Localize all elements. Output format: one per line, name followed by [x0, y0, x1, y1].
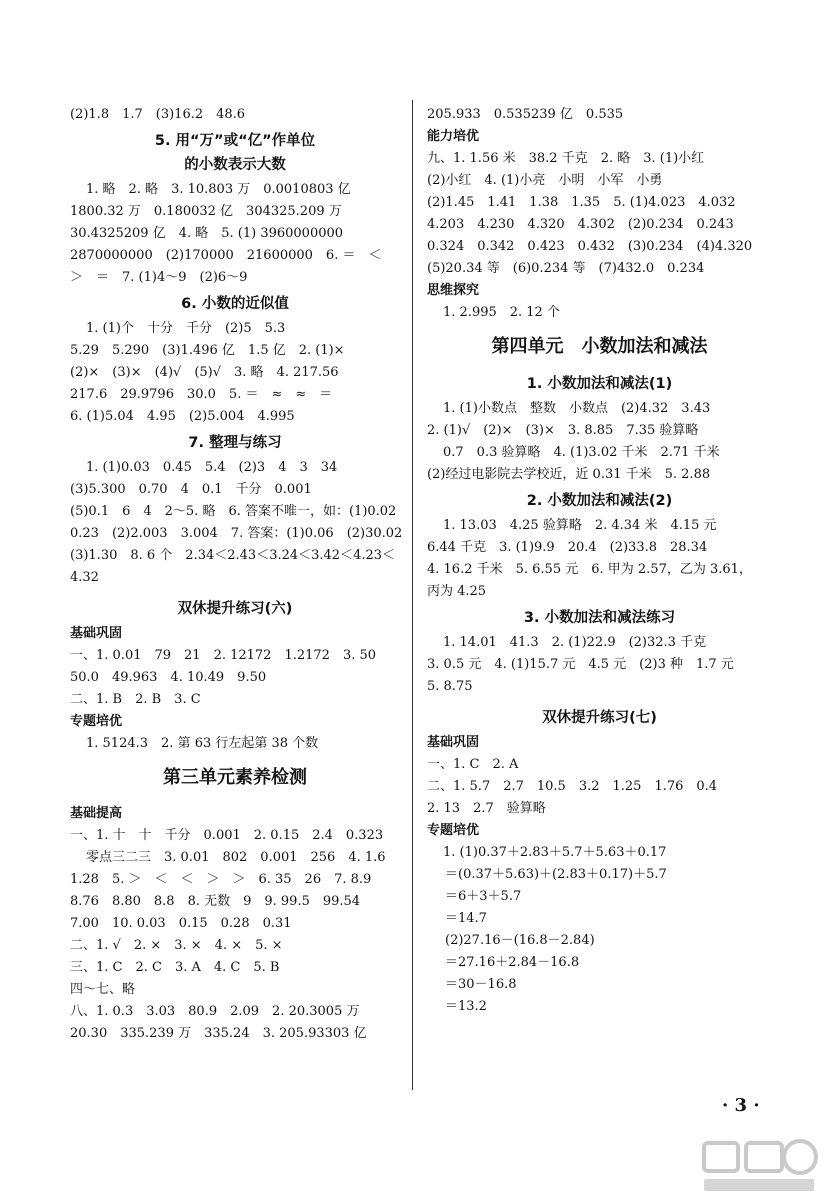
answer-line: ＝30－16.8: [445, 977, 517, 992]
answer-line: 八、1. 0.3 3.03 80.9 2.09 2. 20.3005 万: [70, 1004, 360, 1019]
watermark-logo: [700, 1135, 820, 1195]
subsection-label: 能力培优: [427, 129, 480, 144]
answer-line: ＝13.2: [445, 999, 487, 1014]
subsection-label: 思维探究: [427, 283, 480, 298]
answer-line: 50.0 49.963 4. 10.49 9.50: [70, 670, 267, 685]
section-heading: 双休提升练习(七): [542, 710, 657, 726]
answer-line: 0.7 0.3 验算略 4. (1)3.02 千米 2.71 千米: [443, 445, 720, 460]
answer-line: 1. (1)0.37＋2.83＋5.7＋5.63＋0.17: [443, 845, 667, 860]
answer-line: 4.32: [70, 570, 99, 585]
section-heading: 2. 小数加法和减法(2): [526, 493, 673, 509]
answer-line: 三、1. C 2. C 3. A 4. C 5. B: [70, 960, 280, 975]
answer-line: 5.29 5.290 (3)1.496 亿 1.5 亿 2. (1)×: [70, 343, 345, 358]
answer-line: 一、1. C 2. A: [427, 757, 519, 772]
section-heading: 5. 用“万”或“亿”作单位: [154, 133, 316, 149]
answer-line: (3)5.300 0.70 4 0.1 千分 0.001: [70, 482, 312, 497]
section-heading: 6. 小数的近似值: [181, 296, 289, 312]
subsection-label: 基础提高: [70, 806, 123, 821]
answer-line: (2)× (3)× (4)√ (5)√ 3. 略 4. 217.56: [70, 365, 339, 380]
answer-line: 2. (1)√ (2)× (3)× 3. 8.85 7.35 验算略: [427, 423, 699, 438]
right-column: [427, 104, 772, 1018]
answer-line: (3)1.30 8. 6 个 2.34＜2.43＜3.24＜3.42＜4.23＜: [70, 548, 396, 563]
answer-line: ＝6＋3＋5.7: [445, 889, 522, 904]
answer-line: 二、1. 5.7 2.7 10.5 3.2 1.25 1.76 0.4: [427, 779, 718, 794]
answer-line: 一、1. 0.01 79 21 2. 12172 1.2172 3. 50: [70, 648, 377, 663]
page-number: · 3 ·: [722, 1095, 760, 1116]
answer-line: 丙为 4.25: [427, 584, 487, 599]
answer-line: 1.28 5. ＞ ＜ ＜ ＞ ＞ 6. 35 26 7. 8.9: [70, 872, 372, 887]
answer-line: ＞ ＝ 7. (1)4～9 (2)6～9: [70, 270, 248, 285]
answer-line: (2)经过电影院去学校近，近 0.31 千米 5. 2.88: [427, 467, 711, 482]
answer-line: 6.44 千克 3. (1)9.9 20.4 (2)33.8 28.34: [427, 540, 708, 555]
answer-line: (2)1.8 1.7 (3)16.2 48.6: [70, 107, 246, 122]
answer-line: (5)20.34 等 (6)0.234 等 (7)432.0 0.234: [427, 261, 705, 276]
answer-line: 1. (1)个 十分 千分 (2)5 5.3: [86, 321, 286, 336]
answer-line: 1. (1)小数点 整数 小数点 (2)4.32 3.43: [443, 401, 711, 416]
answer-line: 6. (1)5.04 4.95 (2)5.004 4.995: [70, 409, 295, 424]
answer-line: ＝(0.37＋5.63)＋(2.83＋0.17)＋5.7: [445, 867, 667, 882]
answer-line: 九、1. 1.56 米 38.2 千克 2. 略 3. (1)小红: [427, 151, 705, 166]
answer-line: 1. 2.995 2. 12 个: [443, 305, 560, 320]
answer-line: 一、1. 十 十 千分 0.001 2. 0.15 2.4 0.323: [70, 828, 384, 843]
answer-line: 5. 8.75: [427, 679, 473, 694]
answer-line: 四～七、略: [70, 982, 136, 997]
answer-line: 205.933 0.535239 亿 0.535: [427, 107, 624, 122]
answer-line: 1. 14.01 41.3 2. (1)22.9 (2)32.3 千克: [443, 635, 707, 650]
answer-line: ＝27.16＋2.84－16.8: [445, 955, 580, 970]
section-heading: 3. 小数加法和减法练习: [523, 610, 676, 626]
section-heading: 7. 整理与练习: [188, 435, 282, 451]
subsection-label: 专题培优: [70, 714, 123, 729]
subsection-label: 基础巩固: [70, 626, 123, 641]
answer-line: 二、1. B 2. B 3. C: [70, 692, 201, 707]
answer-line: 1800.32 万 0.180032 亿 304325.209 万: [70, 204, 342, 219]
answer-line: 20.30 335.239 万 335.24 3. 205.93303 亿: [70, 1026, 367, 1041]
subsection-label: 专题培优: [427, 823, 480, 838]
answer-line: 1. 略 2. 略 3. 10.803 万 0.0010803 亿: [86, 182, 351, 197]
answer-line: 0.324 0.342 0.423 0.432 (3)0.234 (4)4.320: [427, 239, 753, 254]
answer-line: (2)27.16－(16.8－2.84): [445, 933, 595, 948]
answer-line: 1. (1)0.03 0.45 5.4 (2)3 4 3 34: [86, 460, 338, 475]
answer-line: 0.23 (2)2.003 3.004 7. 答案：(1)0.06 (2)30.02: [70, 526, 403, 541]
answer-line: 二、1. √ 2. × 3. × 4. × 5. ×: [70, 938, 283, 953]
answer-line: 30.4325209 亿 4. 略 5. (1) 3960000000: [70, 226, 344, 241]
answer-line: 2870000000 (2)170000 21600000 6. ＝ ＜: [70, 248, 382, 263]
subsection-label: 基础巩固: [427, 735, 480, 750]
left-column: [70, 104, 403, 1045]
answer-line: (5)0.1 6 4 2～5. 略 6. 答案不唯一，如：(1)0.02: [70, 504, 397, 519]
unit-heading: 第三单元素养检测: [163, 767, 307, 788]
answer-line: (2)1.45 1.41 1.38 1.35 5. (1)4.023 4.032: [427, 195, 736, 210]
answer-line: 2. 13 2.7 验算略: [427, 801, 546, 816]
answer-line: 4. 16.2 千米 5. 6.55 元 6. 甲为 2.57，乙为 3.61，: [427, 562, 752, 577]
column-divider: [412, 100, 413, 1090]
unit-heading: 第四单元 小数加法和减法: [491, 336, 708, 357]
answer-line: ＝14.7: [445, 911, 487, 926]
answer-line: 7.00 10. 0.03 0.15 0.28 0.31: [70, 916, 292, 931]
section-heading: 双休提升练习(六): [177, 601, 293, 617]
answer-line: 217.6 29.9796 30.0 5. ＝ ≈ ≈ ＝: [70, 387, 333, 402]
answer-line: 零点三二三 3. 0.01 802 0.001 256 4. 1.6: [86, 850, 386, 865]
answer-line: 3. 0.5 元 4. (1)15.7 元 4.5 元 (2)3 种 1.7 元: [427, 657, 734, 672]
answer-line: 4.203 4.230 4.320 4.302 (2)0.234 0.243: [427, 217, 734, 232]
section-heading: 的小数表示大数: [184, 157, 286, 173]
answer-line: 8.76 8.80 8.8 8. 无数 9 9. 99.5 99.54: [70, 894, 361, 909]
answer-line: 1. 5124.3 2. 第 63 行左起第 38 个数: [86, 736, 319, 751]
answer-line: (2)小红 4. (1)小亮 小明 小军 小勇: [427, 173, 663, 188]
section-heading: 1. 小数加法和减法(1): [526, 376, 673, 392]
answer-line: 1. 13.03 4.25 验算略 2. 4.34 米 4.15 元: [443, 518, 717, 533]
